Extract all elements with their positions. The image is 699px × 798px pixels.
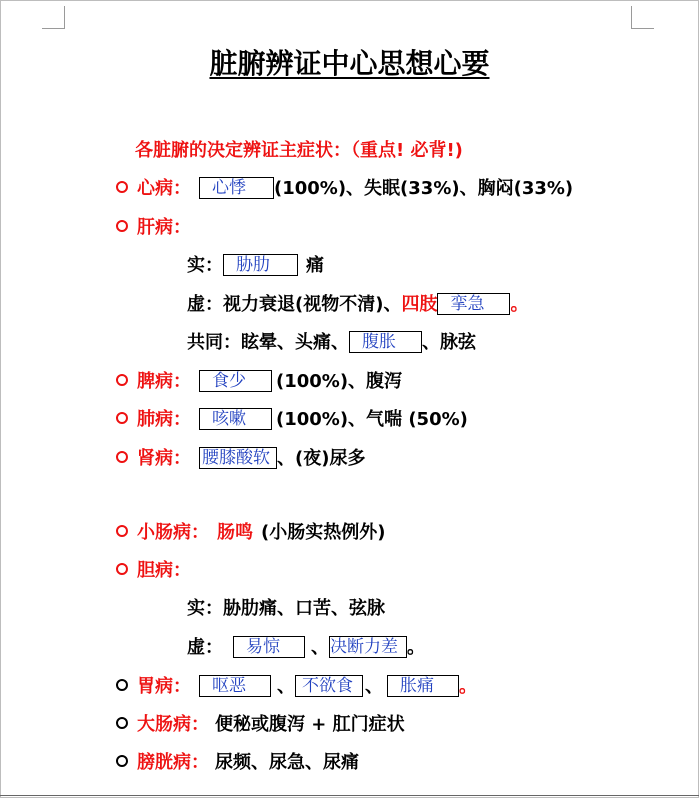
liver-common-label: 共同： bbox=[187, 332, 241, 353]
stomach-blank-1[interactable]: 呕恶 bbox=[199, 675, 271, 697]
gallbladder-deficiency-blank-1[interactable]: 易惊 bbox=[233, 636, 305, 658]
small-intestine-rest: (小肠实热例外) bbox=[261, 522, 386, 543]
liver-excess-blank[interactable]: 胁肋 bbox=[223, 254, 298, 276]
liver-common-rest: 、脉弦 bbox=[422, 332, 476, 353]
kidney-blank[interactable]: 腰膝酸软 bbox=[199, 447, 277, 469]
liver-deficiency bbox=[187, 293, 528, 317]
lung-blank[interactable]: 咳嗽 bbox=[199, 408, 272, 430]
stomach-item bbox=[116, 675, 477, 699]
gallbladder-deficiency-label: 虚： bbox=[187, 637, 223, 658]
spleen-blank[interactable]: 食少 bbox=[199, 370, 272, 392]
gallbladder-label: 胆病： bbox=[137, 560, 191, 581]
liver-excess bbox=[187, 254, 324, 278]
gallbladder-deficiency-sep: 、 bbox=[311, 637, 329, 658]
stomach-label: 胃病： bbox=[137, 676, 191, 697]
lung-label: 肺病： bbox=[137, 409, 191, 430]
gallbladder-item bbox=[116, 559, 191, 583]
heart-blank[interactable]: 心悸 bbox=[199, 177, 274, 199]
small-intestine-red: 肠鸣 bbox=[217, 522, 253, 543]
circle-bullet-icon bbox=[116, 181, 128, 193]
bladder-label: 膀胱病： bbox=[137, 752, 209, 773]
kidney-label: 肾病： bbox=[137, 448, 191, 469]
circle-bullet-icon bbox=[116, 717, 128, 729]
crop-mark-top-left bbox=[42, 6, 65, 29]
circle-bullet-icon bbox=[116, 412, 128, 424]
heart-rest: (100%)、失眠(33%)、胸闷(33%) bbox=[274, 178, 574, 199]
heart-label: 心病： bbox=[137, 178, 191, 199]
intro-heading: 各脏腑的决定辨证主症状：（重点! 必背!) bbox=[135, 140, 463, 161]
bladder-text: 尿频、尿急、尿痛 bbox=[215, 752, 359, 773]
circle-bullet-icon bbox=[116, 374, 128, 386]
kidney-item bbox=[116, 447, 365, 471]
stomach-blank-2[interactable]: 不欲食 bbox=[295, 675, 363, 697]
liver-item bbox=[116, 216, 191, 240]
small-intestine-item bbox=[116, 521, 385, 545]
kidney-rest: 、(夜)尿多 bbox=[277, 448, 366, 469]
liver-label: 肝病： bbox=[137, 217, 191, 238]
liver-deficiency-end: 。 bbox=[510, 294, 529, 315]
circle-bullet-icon bbox=[116, 220, 128, 232]
spleen-rest: (100%)、腹泻 bbox=[276, 371, 403, 392]
lung-item bbox=[116, 408, 468, 432]
heart-item bbox=[116, 177, 573, 201]
gallbladder-excess-label: 实： bbox=[187, 598, 223, 619]
stomach-sep-2: 、 bbox=[365, 676, 383, 697]
liver-common-blank[interactable]: 腹胀 bbox=[349, 331, 422, 353]
liver-deficiency-red: 四肢 bbox=[401, 294, 438, 315]
large-intestine-item bbox=[116, 713, 405, 737]
large-intestine-label: 大肠病： bbox=[137, 714, 209, 735]
liver-deficiency-label: 虚： bbox=[187, 294, 223, 315]
circle-bullet-icon bbox=[116, 451, 128, 463]
spleen-item bbox=[116, 370, 402, 394]
circle-bullet-icon bbox=[116, 755, 128, 767]
large-intestine-text: 便秘或腹泻 + 肛门症状 bbox=[215, 714, 405, 735]
gallbladder-deficiency-blank-2[interactable]: 决断力差 bbox=[329, 636, 407, 658]
bladder-item bbox=[116, 751, 359, 775]
liver-deficiency-blank[interactable]: 挛急 bbox=[437, 293, 510, 315]
gallbladder-excess bbox=[187, 597, 385, 621]
crop-mark-top-right bbox=[631, 6, 654, 29]
circle-bullet-icon bbox=[116, 679, 128, 691]
page-bottom-edge bbox=[0, 795, 699, 796]
lung-rest: (100%)、气喘 (50%) bbox=[276, 409, 468, 430]
gallbladder-excess-text: 胁肋痛、口苦、弦脉 bbox=[223, 598, 385, 619]
liver-common bbox=[187, 331, 476, 355]
circle-bullet-icon bbox=[116, 525, 128, 537]
spleen-label: 脾病： bbox=[137, 371, 191, 392]
small-intestine-label: 小肠病： bbox=[137, 522, 209, 543]
liver-excess-rest: 痛 bbox=[306, 255, 324, 276]
stomach-end: 。 bbox=[459, 676, 477, 697]
liver-common-text: 眩晕、头痛、 bbox=[241, 332, 349, 353]
gallbladder-deficiency-end: 。 bbox=[407, 637, 425, 658]
page-title: 脏腑辨证中心思想心要 bbox=[209, 47, 490, 80]
liver-excess-label: 实： bbox=[187, 255, 223, 276]
stomach-blank-3[interactable]: 胀痛 bbox=[387, 675, 459, 697]
circle-bullet-icon bbox=[116, 563, 128, 575]
gallbladder-deficiency bbox=[187, 636, 425, 660]
stomach-sep-1: 、 bbox=[277, 676, 295, 697]
liver-deficiency-text: 视力衰退(视物不清)、 bbox=[223, 294, 402, 315]
